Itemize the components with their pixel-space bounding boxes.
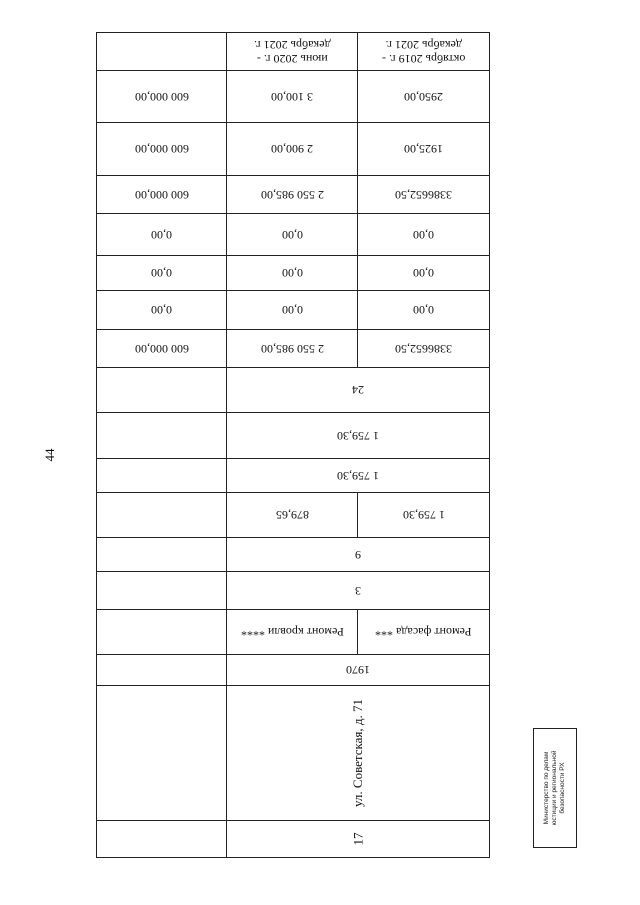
cell-c bbox=[358, 493, 489, 537]
header-cell-empty bbox=[97, 33, 227, 70]
table-row bbox=[97, 459, 489, 493]
table-row bbox=[97, 538, 489, 572]
cell-c bbox=[358, 291, 489, 329]
cell-a-text: 0,00 bbox=[151, 266, 172, 280]
stamp-line-1: Министерство по делам bbox=[543, 751, 550, 825]
cell-c bbox=[358, 71, 489, 122]
row-number-text: 17 bbox=[350, 832, 365, 846]
table-row bbox=[97, 330, 489, 368]
table-row bbox=[97, 71, 489, 123]
cell-bc bbox=[227, 655, 489, 685]
page-number: 44 bbox=[42, 448, 57, 462]
header-period-b-text: июнь 2020 г. - декабрь 2021 г. bbox=[253, 37, 331, 66]
table-row bbox=[97, 176, 489, 214]
cell-a bbox=[97, 330, 227, 367]
table-row bbox=[97, 256, 489, 291]
cell-bc bbox=[227, 538, 489, 571]
cell-a-empty bbox=[97, 655, 227, 685]
table-header-row bbox=[97, 33, 489, 71]
cell-a bbox=[97, 256, 227, 290]
cell-c-text: 3386652,50 bbox=[395, 341, 452, 356]
table-row bbox=[97, 686, 489, 821]
cell-a-text: 0,00 bbox=[151, 303, 172, 317]
cell-b-text: Ремонт кровли **** bbox=[240, 625, 344, 639]
cell-b bbox=[227, 330, 358, 367]
document-table bbox=[96, 32, 490, 858]
header-period-c-text: октябрь 2019 г. - декабрь 2021 г. bbox=[381, 37, 466, 66]
cell-b bbox=[227, 71, 358, 122]
cell-bc bbox=[227, 459, 489, 492]
cell-number bbox=[227, 821, 489, 857]
cell-a-empty bbox=[97, 538, 227, 571]
cell-a-text: 600 000,00 bbox=[134, 89, 189, 104]
cell-a bbox=[97, 214, 227, 255]
table-row bbox=[97, 368, 489, 413]
cell-a-text: 600 000,00 bbox=[134, 142, 189, 156]
cell-a bbox=[97, 123, 227, 175]
header-cell-period-c bbox=[358, 33, 489, 70]
address-text: ул. Советская, д. 71 bbox=[349, 698, 365, 808]
cell-bc-text: 1 759,30 bbox=[337, 468, 379, 483]
cell-b-text: 879,65 bbox=[275, 508, 309, 522]
cell-b-text: 0,00 bbox=[281, 303, 303, 317]
table-row bbox=[97, 655, 489, 686]
table-row bbox=[97, 610, 489, 655]
cell-b bbox=[227, 291, 358, 329]
table-row bbox=[97, 493, 489, 538]
ministry-stamp bbox=[533, 728, 577, 848]
stamp-line-3: безопасности РХ bbox=[559, 762, 566, 814]
cell-b-text: 2 550 985,00 bbox=[260, 341, 324, 356]
cell-a-empty bbox=[97, 821, 227, 857]
cell-b bbox=[227, 256, 358, 290]
cell-a-empty bbox=[97, 610, 227, 654]
cell-c-text: 1925,00 bbox=[404, 142, 443, 156]
table-row bbox=[97, 413, 489, 459]
cell-b bbox=[227, 610, 358, 654]
cell-a bbox=[97, 291, 227, 329]
table-row bbox=[97, 572, 489, 610]
cell-bc bbox=[227, 368, 489, 412]
cell-c-text: 0,00 bbox=[413, 303, 434, 317]
cell-b bbox=[227, 123, 358, 175]
cell-a-empty bbox=[97, 686, 227, 820]
table-row bbox=[97, 291, 489, 330]
cell-bc-text: 1970 bbox=[346, 663, 370, 677]
cell-c-text: 1 759,30 bbox=[402, 508, 445, 522]
cell-a-text: 600 000,00 bbox=[134, 187, 189, 202]
stamp-line-2: юстиции и региональной bbox=[551, 750, 558, 826]
cell-bc-text: 1 759,30 bbox=[337, 428, 379, 443]
table-row bbox=[97, 821, 489, 857]
cell-c-text: 3386652,50 bbox=[395, 187, 452, 202]
cell-a-empty bbox=[97, 493, 227, 537]
cell-c-text: Ремонт фасада *** bbox=[375, 625, 472, 639]
cell-a-empty bbox=[97, 459, 227, 492]
header-cell-period-b bbox=[227, 33, 358, 70]
cell-b-text: 0,00 bbox=[281, 227, 303, 242]
cell-a-empty bbox=[97, 413, 227, 458]
cell-a-empty bbox=[97, 368, 227, 412]
cell-c bbox=[358, 256, 489, 290]
cell-c-text: 2950,00 bbox=[404, 89, 443, 104]
cell-c bbox=[358, 214, 489, 255]
cell-bc bbox=[227, 572, 489, 609]
cell-c bbox=[358, 176, 489, 213]
cell-a-empty bbox=[97, 572, 227, 609]
cell-a bbox=[97, 176, 227, 213]
cell-b-text: 2 900,00 bbox=[271, 142, 313, 156]
cell-b bbox=[227, 214, 358, 255]
cell-b-text: 2 550 985,00 bbox=[260, 187, 324, 202]
cell-b-text: 0,00 bbox=[281, 266, 303, 280]
table-row bbox=[97, 214, 489, 256]
cell-a-text: 0,00 bbox=[151, 227, 172, 242]
cell-c bbox=[358, 123, 489, 175]
cell-bc-text: 3 bbox=[355, 583, 361, 598]
cell-b-text: 3 100,00 bbox=[271, 89, 313, 104]
cell-bc bbox=[227, 413, 489, 458]
cell-c-text: 0,00 bbox=[413, 227, 434, 242]
cell-b bbox=[227, 493, 358, 537]
cell-a-text: 600 000,00 bbox=[134, 341, 189, 356]
stamp-text bbox=[543, 733, 567, 843]
cell-b bbox=[227, 176, 358, 213]
cell-c bbox=[358, 610, 489, 654]
cell-a bbox=[97, 71, 227, 122]
cell-c bbox=[358, 330, 489, 367]
cell-address bbox=[227, 686, 489, 820]
cell-bc-text: 9 bbox=[355, 547, 361, 562]
cell-c-text: 0,00 bbox=[413, 266, 434, 280]
cell-bc-text: 24 bbox=[352, 383, 364, 397]
table-row bbox=[97, 123, 489, 176]
